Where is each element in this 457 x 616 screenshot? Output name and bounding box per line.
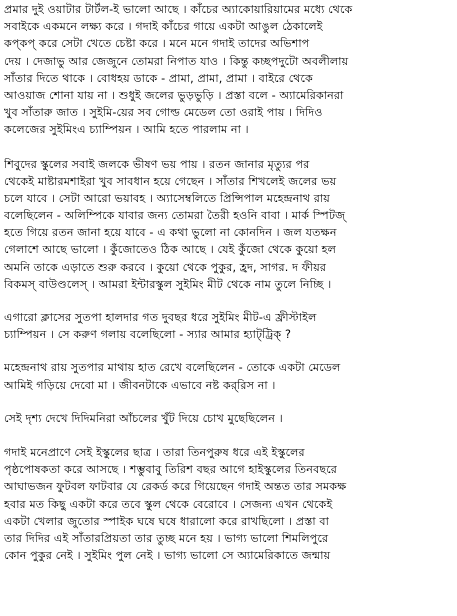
- text-line: কলেজের সুইমিংএ চ্যাম্পিয়ন । আমি হতে পারলাম না ।: [4, 123, 249, 137]
- paragraph-sutapa: [4, 309, 453, 343]
- paragraph-turtles: [4, 1, 453, 139]
- text-line: বিকমস্‌ বাউণ্ডলেস্‌ । আমরা ইন্টারস্কুল সুইমিং মীট থেকে নাম তুলে নিচ্ছি ।: [4, 277, 332, 291]
- text-line: কপ্‌কপ্‌ করে সেটা খেতে চেষ্টা করে । মনে মনে গদাই তাদের অভিশাপ: [4, 37, 310, 51]
- paragraph-spacer: [4, 343, 453, 359]
- text-line: খুব সাঁতারু জাত । সুইমি-য়ের সব গোল্ড মেডেল তো ওরাই পায় । দিদিও: [4, 106, 323, 120]
- paragraph-spacer: [4, 394, 453, 410]
- text-line: অমনি তাকে এড়াতে শুরু করবে । কুয়ো থেকে পুকুর, হ্রদ, সাগর. দ ফীয়র: [4, 260, 327, 274]
- text-line: এগারো ক্লাসের সুতপা হালদার গত দুবছর ধরে সুইমিং মীট-এ ফ্রীস্টাইল: [4, 311, 317, 324]
- paragraph-gadai: [4, 444, 453, 564]
- text-line: হতে গিয়ে রতন জানা হয়ে যাবে - এ কথা ভুলো না কোনদিন । জল যতক্ষন: [4, 226, 337, 240]
- paragraph-spacer: [4, 293, 453, 309]
- text-line: আওয়াজ শোনা যায় না । শুধুই জলের ভুড়ভুড়ি । প্রস্তা বলে - অ্যামেরিকানরা: [4, 88, 344, 102]
- text-line: সেই দৃশ্য দেখে দিদিমনিরা আঁচলের খুঁট দিয়ে চোখ মুছেছিলেন ।: [4, 411, 283, 425]
- text-line: থেকেই মাষ্টারমশাইরা খুব সাবধান হয়ে গেছেন । সাঁতার শিখলেই জলের ভয়: [4, 174, 337, 188]
- text-line: আমিই গড়িয়ে দেবো মা । জীবনটাকে এভাবে নষ্ট কর্‌রিস না ।: [4, 378, 276, 392]
- text-line: সাঁতার দিতে থাকে । বোধহয় ডাকে - প্রামা, প্রামা, প্রামা । বাইরে থেকে: [4, 71, 313, 85]
- text-line: চ্যাম্পিয়ন । সে করুণ গলায় বলেছিলো - স্যার আমার হ্যাট্‌ট্রিক্‌ ?: [4, 328, 292, 342]
- paragraph-spacer: [4, 427, 453, 444]
- text-line: বলেছিলেন - অলিম্পিকে যাবার জন্য তোমরা তৈরী হওনি বাবা । মার্ক স্পিটজ্‌: [4, 209, 346, 223]
- text-line: সবাইকে একমনে লক্ষ্য করে । গদাই কাঁচের গায়ে একটা আঙুল ঠেকালেই: [4, 20, 323, 34]
- text-line: গেলাশে আছে ভালো । কুঁজোতেও ঠিক আছে । যেই কুঁজো থেকে কুয়ো হল: [4, 243, 337, 257]
- text-line: আঘাভজন ফুটবল ফাটবার যে রেকর্ড করে গিয়েছেন গদাই অন্তত তার সমকক্ষ: [4, 480, 347, 494]
- paragraph-principal-reply: [4, 359, 453, 393]
- text-line: দেয় । দেজাভু আর জেজুনে তোমরা নিপাত যাও । কিন্তু কচ্ছপদুটো অবলীলায়: [4, 54, 349, 68]
- paragraph-spacer: [4, 139, 453, 156]
- text-line: চলে যাবে । সেটা আরো ভয়াবহ । অ্যাসেম্বলিতে প্রিন্সিপাল মহেন্দ্রনাথ রায়: [4, 191, 330, 205]
- text-line: একটা খেলার জুতোর স্পাইক ঘষে ঘষে ধারালো করে রাখছিলো । প্রস্তা বা: [4, 514, 329, 528]
- text-line: কোন পুকুর নেই । সুইমিং পুল নেই । ভাগ্য ভালো সে অ্যামেরিকাতে জন্মায়: [4, 549, 331, 563]
- paragraph-teachers: [4, 410, 453, 427]
- text-line: তার দিদির এই সাঁতারপ্রিয়তা তার তুচ্ছ মনে হয় । ভাগ্য ভালো শিমলিপুরে: [4, 531, 329, 545]
- text-line: হবার মত কিছু একটা করে তবে স্কুল থেকে বেরোবে । সেজন্য এখন থেকেই: [4, 497, 333, 511]
- text-line: পৃষ্ঠপোষকতা করে আসছে । শম্ভুবাবু তিরিশ বছর আগে হাইস্কুলের তিনবছরে: [4, 463, 338, 477]
- text-line: শিবুদের স্কুলের সবাই জলকে ভীষণ ভয় পায় । রতন জানার মৃত্যুর পর: [4, 157, 310, 171]
- text-line: প্রমার দুই ওয়াটার টার্টল-ই ভালো আছে । কাঁচের অ্যাকোয়ারিয়ামের মধ্যে থেকে: [4, 3, 353, 16]
- text-line: গদাই মনেপ্রাণে সেই ইস্কুলের ছাত্র । তারা তিনপুরুষ ধরে এই ইস্কুলের: [4, 445, 305, 459]
- paragraph-school-water: [4, 156, 453, 294]
- text-line: মহেন্দ্রনাথ রায় সুতপার মাথায় হাত রেখে বলেছিলেন - তোকে একটা মেডেল: [4, 361, 341, 375]
